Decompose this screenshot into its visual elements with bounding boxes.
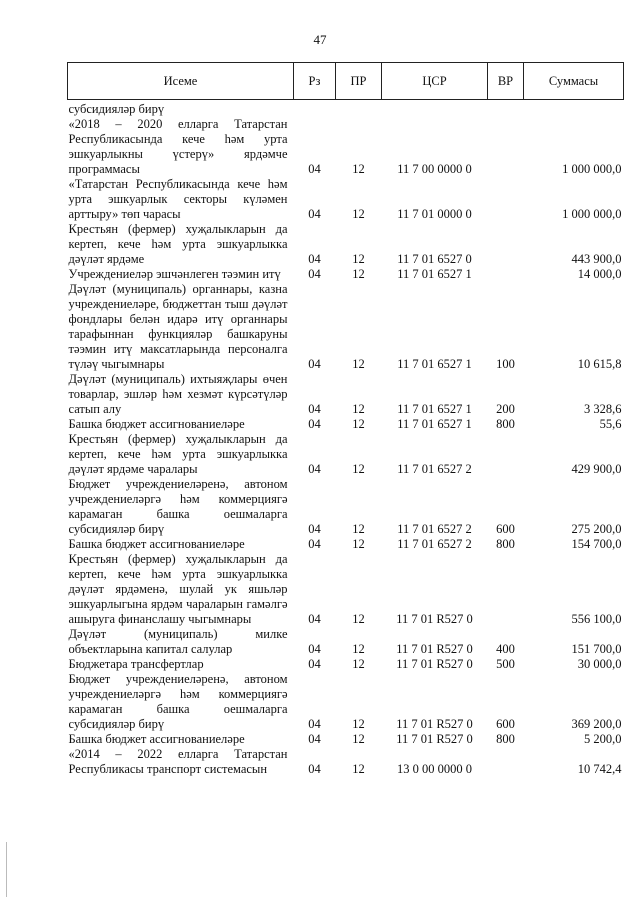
cell-vr: 800 bbox=[496, 732, 515, 746]
cell-name: «Татарстан Республикасында кече һәм урта эшкуарлык секторы күләмен арттыру» төп чарасы bbox=[68, 177, 288, 221]
cell-rz: 04 bbox=[308, 267, 321, 281]
cell-vr bbox=[488, 117, 524, 177]
scan-margin-line bbox=[6, 842, 7, 897]
cell-name: Крестьян (фермер) хуҗалыкларын да кертеп, кече һәм урта эшкуарлыкка дәүләт ярдәме bbox=[68, 222, 288, 266]
cell-pr: 12 bbox=[352, 462, 365, 476]
cell-sum: 151 700,0 bbox=[571, 642, 622, 656]
cell-vr: 800 bbox=[496, 417, 515, 431]
header-vr: ВР bbox=[488, 63, 524, 100]
cell-sum: 1 000 000,0 bbox=[562, 207, 622, 221]
table-row bbox=[68, 282, 624, 372]
table-row bbox=[68, 627, 624, 657]
cell-name: Крестьян (фермер) хуҗалыкларын да кертеп, кече һәм урта эшкуарлыкка дәүләт ярдәме чаралары bbox=[68, 432, 288, 476]
table-row bbox=[68, 657, 624, 672]
cell-csr: 11 7 01 6527 2 bbox=[397, 462, 472, 476]
cell-vr bbox=[488, 267, 524, 282]
cell-pr: 12 bbox=[352, 717, 365, 731]
cell-sum: 30 000,0 bbox=[577, 657, 622, 671]
cell-rz: 04 bbox=[308, 462, 321, 476]
cell-pr: 12 bbox=[352, 537, 365, 551]
cell-vr: 400 bbox=[496, 642, 515, 656]
cell-vr bbox=[488, 552, 524, 627]
cell-sum: 556 100,0 bbox=[571, 612, 622, 626]
cell-csr: 11 7 01 6527 2 bbox=[397, 522, 472, 536]
cell-pr: 12 bbox=[352, 357, 365, 371]
cell-sum: 443 900,0 bbox=[571, 252, 622, 266]
cell-rz: 04 bbox=[308, 612, 321, 626]
budget-table bbox=[67, 62, 624, 777]
cell-pr: 12 bbox=[352, 417, 365, 431]
table-row bbox=[68, 417, 624, 432]
cell-csr: 11 7 00 0000 0 bbox=[397, 162, 472, 176]
cell-pr: 12 bbox=[352, 252, 365, 266]
cell-rz: 04 bbox=[308, 207, 321, 221]
cell-csr: 13 0 00 0000 0 bbox=[397, 762, 472, 776]
table-row bbox=[68, 432, 624, 477]
cell-sum: 14 000,0 bbox=[577, 267, 622, 281]
cell-name: Бюджет учреждениеләренә, автоном учреждениеләргә һәм коммерциягә карамаган башка оешмаларга субсидияләр бирү bbox=[68, 477, 288, 536]
cell-vr: 600 bbox=[496, 717, 515, 731]
cell-csr: 11 7 01 6527 1 bbox=[397, 357, 472, 371]
table-row bbox=[68, 372, 624, 417]
cell-rz: 04 bbox=[308, 252, 321, 266]
cell-vr bbox=[488, 747, 524, 777]
page-number: 47 bbox=[313, 32, 327, 47]
cell-csr bbox=[382, 100, 488, 118]
cell-vr bbox=[488, 432, 524, 477]
cell-sum: 10 742,4 bbox=[577, 762, 622, 776]
cell-name: Бюджет учреждениеләренә, автоном учреждениеләргә һәм коммерциягә карамаган башка оешмаларга субсидияләр бирү bbox=[68, 672, 288, 731]
cell-sum: 10 615,8 bbox=[577, 357, 622, 371]
cell-sum: 275 200,0 bbox=[571, 522, 622, 536]
cell-csr: 11 7 01 0000 0 bbox=[397, 207, 472, 221]
cell-pr: 12 bbox=[352, 762, 365, 776]
table-row bbox=[68, 747, 624, 777]
cell-pr: 12 bbox=[352, 732, 365, 746]
cell-rz: 04 bbox=[308, 642, 321, 656]
table-row bbox=[68, 732, 624, 747]
cell-name: Дәүләт (муниципаль) ихтыяҗлары өчен товарлар, эшләр һәм хезмәт күрсәтүләр сатып алу bbox=[68, 372, 288, 416]
cell-pr bbox=[336, 100, 382, 118]
cell-sum bbox=[524, 100, 624, 118]
cell-pr: 12 bbox=[352, 522, 365, 536]
cell-vr: 100 bbox=[496, 357, 515, 371]
cell-name: Крестьян (фермер) хуҗалыкларын да кертеп, кече һәм урта эшкуарлыкка дәүләт ярдәменә, шулай ук яшьләр эшкуарлыгына ярдәм чараларын гамәлгә ашыруга финанслашу чыгымнары bbox=[68, 552, 288, 626]
cell-rz: 04 bbox=[308, 537, 321, 551]
cell-csr: 11 7 01 6527 2 bbox=[397, 537, 472, 551]
cell-pr: 12 bbox=[352, 642, 365, 656]
cell-sum: 429 900,0 bbox=[571, 462, 622, 476]
cell-csr: 11 7 01 R527 0 bbox=[396, 642, 473, 656]
cell-csr: 11 7 01 R527 0 bbox=[396, 732, 473, 746]
cell-rz: 04 bbox=[308, 417, 321, 431]
cell-name: Бюджетара трансфертлар bbox=[68, 657, 204, 671]
cell-rz: 04 bbox=[308, 402, 321, 416]
table-row bbox=[68, 552, 624, 627]
cell-pr: 12 bbox=[352, 207, 365, 221]
cell-vr bbox=[488, 100, 524, 118]
table-row bbox=[68, 537, 624, 552]
cell-csr: 11 7 01 R527 0 bbox=[396, 717, 473, 731]
table-row bbox=[68, 477, 624, 537]
cell-name: Дәүләт (муниципаль) органнары, казна учреждениеләре, бюджеттан тыш дәүләт фондлары белән идарә итү органнары тарафыннан функцияләр башкаруны тәэмин итү максатларында персоналга түләү чыгымнары bbox=[68, 282, 288, 371]
cell-name: «2018 – 2020 елларга Татарстан Республикасында кече һәм урта эшкуарлыкны үстерү» ярдәмче программасы bbox=[68, 117, 288, 176]
cell-name: Дәүләт (муниципаль) милке объектларына капитал салулар bbox=[68, 627, 288, 656]
cell-name: Башка бюджет ассигнованиеләре bbox=[68, 732, 245, 746]
cell-sum: 369 200,0 bbox=[571, 717, 622, 731]
cell-name: субсидияләр бирү bbox=[68, 102, 165, 116]
cell-rz: 04 bbox=[308, 162, 321, 176]
cell-vr: 200 bbox=[496, 402, 515, 416]
cell-sum: 55,6 bbox=[599, 417, 622, 431]
cell-pr: 12 bbox=[352, 267, 365, 281]
cell-rz: 04 bbox=[308, 657, 321, 671]
cell-name: Башка бюджет ассигнованиеләре bbox=[68, 417, 245, 431]
cell-name: Башка бюджет ассигнованиеләре bbox=[68, 537, 245, 551]
cell-rz: 04 bbox=[308, 357, 321, 371]
cell-vr: 500 bbox=[496, 657, 515, 671]
header-name: Исеме bbox=[68, 63, 294, 100]
cell-rz: 04 bbox=[308, 732, 321, 746]
cell-pr: 12 bbox=[352, 162, 365, 176]
cell-sum: 154 700,0 bbox=[571, 537, 622, 551]
table-body bbox=[68, 100, 624, 778]
cell-vr: 800 bbox=[496, 537, 515, 551]
table-header bbox=[68, 63, 624, 100]
header-pr: ПР bbox=[336, 63, 382, 100]
header-rz: Рз bbox=[294, 63, 336, 100]
cell-pr: 12 bbox=[352, 657, 365, 671]
header-csr: ЦСР bbox=[382, 63, 488, 100]
cell-rz: 04 bbox=[308, 762, 321, 776]
cell-csr: 11 7 01 6527 0 bbox=[397, 252, 472, 266]
cell-vr bbox=[488, 222, 524, 267]
table-row bbox=[68, 672, 624, 732]
cell-rz bbox=[294, 100, 336, 118]
table-row bbox=[68, 100, 624, 118]
cell-csr: 11 7 01 6527 1 bbox=[397, 417, 472, 431]
cell-csr: 11 7 01 R527 0 bbox=[396, 657, 473, 671]
table-row bbox=[68, 177, 624, 222]
cell-csr: 11 7 01 6527 1 bbox=[397, 402, 472, 416]
cell-rz: 04 bbox=[308, 717, 321, 731]
cell-vr: 600 bbox=[496, 522, 515, 536]
header-sum: Суммасы bbox=[524, 63, 624, 100]
cell-pr: 12 bbox=[352, 402, 365, 416]
cell-name: «2014 – 2022 елларга Татарстан Республикасы транспорт системасын bbox=[68, 747, 288, 776]
table-row bbox=[68, 222, 624, 267]
cell-csr: 11 7 01 R527 0 bbox=[396, 612, 473, 626]
table-row bbox=[68, 117, 624, 177]
cell-vr bbox=[488, 177, 524, 222]
cell-sum: 5 200,0 bbox=[584, 732, 622, 746]
cell-csr: 11 7 01 6527 1 bbox=[397, 267, 472, 281]
cell-sum: 1 000 000,0 bbox=[562, 162, 622, 176]
cell-sum: 3 328,6 bbox=[584, 402, 622, 416]
cell-name: Учреждениеләр эшчәнлеген тәэмин итү bbox=[68, 267, 281, 281]
cell-pr: 12 bbox=[352, 612, 365, 626]
table-row bbox=[68, 267, 624, 282]
cell-rz: 04 bbox=[308, 522, 321, 536]
